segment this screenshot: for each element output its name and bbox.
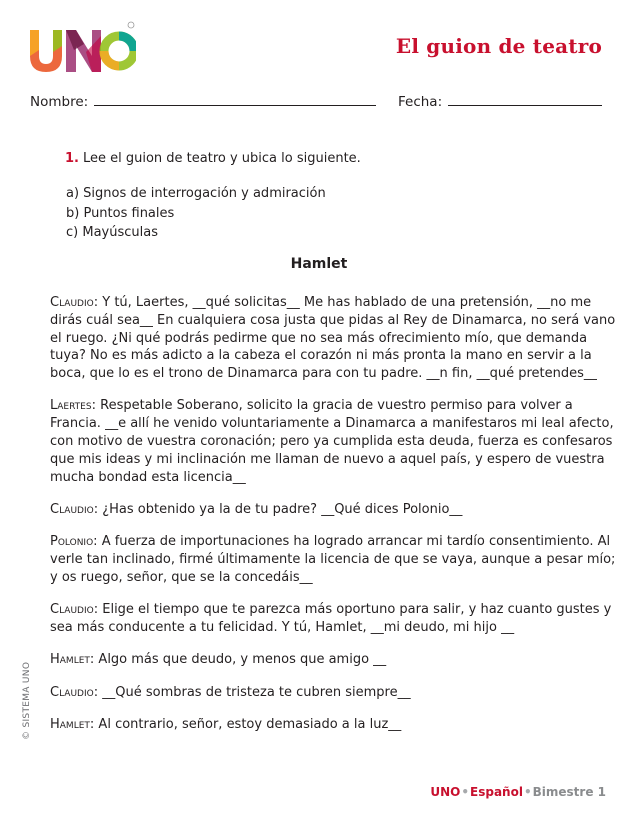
date-label: Fecha: — [398, 94, 443, 110]
footer-period: Bimestre 1 — [532, 785, 606, 799]
character-name: Claudio — [50, 684, 94, 700]
option-item: c) Mayúsculas — [66, 225, 158, 240]
dialogue-text: Y tú, Laertes, __qué solicitas__ Me has hablado de una pretensión, __no me dirás cuál sea__ En cualquiera cosa justa que pidas al Rey de Dinamarca, no será vano el ruego. ¿Ni qué podrás pedirme que no sea más ofrecimiento mío, que demanda tuya? No es más adicto a la cabeza el corazón ni más pronta la mano en servir a la boca, que lo es el trono de Dinamarca para con tu padre. __n fin, __qué pretendes__ — [50, 295, 616, 382]
name-line — [94, 93, 376, 106]
dialogue-text: ¿Has obtenido ya la de tu padre? __Qué dices Polonio__ — [98, 501, 463, 517]
character-name: Polonio — [50, 534, 94, 550]
character-name: Laertes — [50, 398, 92, 414]
footer-subject: Español — [470, 785, 523, 799]
option-list — [66, 184, 326, 243]
dialogue-text: Al contrario, señor, estoy demasiado a la luz__ — [94, 716, 402, 732]
dialogue-text: __Qué sombras de tristeza te cubren siempre__ — [98, 684, 411, 700]
dialogue-text: Algo más que deudo, y menos que amigo __ — [94, 652, 387, 668]
script-line: Hamlet: Al contrario, señor, estoy demasiado a la luz__ — [50, 716, 402, 732]
script-line: Hamlet: Algo más que deudo, y menos que amigo __ — [50, 652, 387, 668]
option-item: b) Puntos finales — [66, 205, 175, 221]
character-name: Claudio — [50, 295, 94, 310]
play-script — [50, 294, 616, 748]
activity-number: 1. — [65, 151, 79, 166]
character-name: Claudio — [50, 602, 94, 618]
script-line: Claudio: __Qué sombras de tristeza te cubren siempre__ — [50, 684, 411, 700]
script-line: Polonio: A fuerza de importunaciones ha logrado arrancar mi tardío consentimiento. Al verle tan inclinado, firmé últimamente la licencia de que se vaya, aunque a pesar mío; y os ruego, señor, que se la concedáis__ — [50, 534, 616, 585]
script-line: Claudio: Y tú, Laertes, __qué solicitas__ Me has hablado de una pretensión, __no me dirás cuál sea__ En cualquiera cosa justa que pidas al Rey de Dinamarca, no será vano el ruego. ¿Ni qué podrás pedirme que no sea más ofrecimiento mío, que demanda tuya? No es más adicto a la cabeza el corazón ni más pronta la mano en servir a la boca, que lo es el trono de Dinamarca para con tu padre. __n fin, __qué pretendes__ — [50, 295, 616, 382]
footer-brand-name: UNO — [430, 785, 461, 799]
script-line: Claudio: ¿Has obtenido ya la de tu padre? __Qué dices Polonio__ — [50, 501, 463, 517]
name-label: Nombre: — [30, 94, 89, 110]
name-field-row — [30, 93, 376, 110]
activity-instruction — [65, 151, 361, 166]
dialogue-text: A fuerza de importunaciones ha logrado arrancar mi tardío consentimiento. Al verle tan inclinado, firmé últimamente la licencia de que se vaya, aunque a pesar mío; y os ruego, señor, que se la concedáis__ — [50, 534, 616, 585]
character-name: Hamlet — [50, 652, 90, 668]
copyright-sidebar: © SISTEMA UNO — [22, 661, 32, 740]
option-item: a) Signos de interrogación y admiración — [66, 186, 326, 201]
date-field-row — [398, 93, 602, 110]
uno-logo — [26, 16, 136, 78]
play-title: Hamlet — [290, 256, 348, 272]
page-title: El guion de teatro — [395, 34, 602, 58]
footer-separator: • — [461, 785, 470, 799]
footer-brand — [430, 785, 606, 799]
character-name: Hamlet — [50, 716, 90, 732]
script-line: Claudio: Elige el tiempo que te parezca más oportuno para salir, y haz cuanto gustes y sea más conducente a tu felicidad. Y tú, Hamlet, __mi deudo, mi hijo __ — [50, 602, 612, 635]
dialogue-text: Elige el tiempo que te parezca más oportuno para salir, y haz cuanto gustes y sea más conducente a tu felicidad. Y tú, Hamlet, __mi deudo, mi hijo __ — [50, 602, 612, 635]
footer-separator: • — [523, 785, 532, 799]
date-line — [448, 93, 602, 106]
script-line: Laertes: Respetable Soberano, solicito la gracia de vuestro permiso para volver a Francia. __e allí he venido voluntariamente a Dinamarca a manifestaros mi leal afecto, con motivo de vuestra coronación; pero ya cumplida esta deuda, fuerza es confesaros que mis ideas y mi inclinación me llaman de nuevo a aquel país, y espero de vuestra mucha bondad esta licencia__ — [50, 398, 614, 485]
character-name: Claudio — [50, 501, 94, 517]
instruction-text: Lee el guion de teatro y ubica lo siguiente. — [82, 151, 361, 166]
dialogue-text: Respetable Soberano, solicito la gracia de vuestro permiso para volver a Francia. __e allí he venido voluntariamente a Dinamarca a manifestaros mi leal afecto, con motivo de vuestra coronación; pero ya cumplida esta deuda, fuerza es confesaros que mis ideas y mi inclinación me llaman de nuevo a aquel país, y espero de vuestra mucha bondad esta licencia__ — [50, 398, 614, 485]
